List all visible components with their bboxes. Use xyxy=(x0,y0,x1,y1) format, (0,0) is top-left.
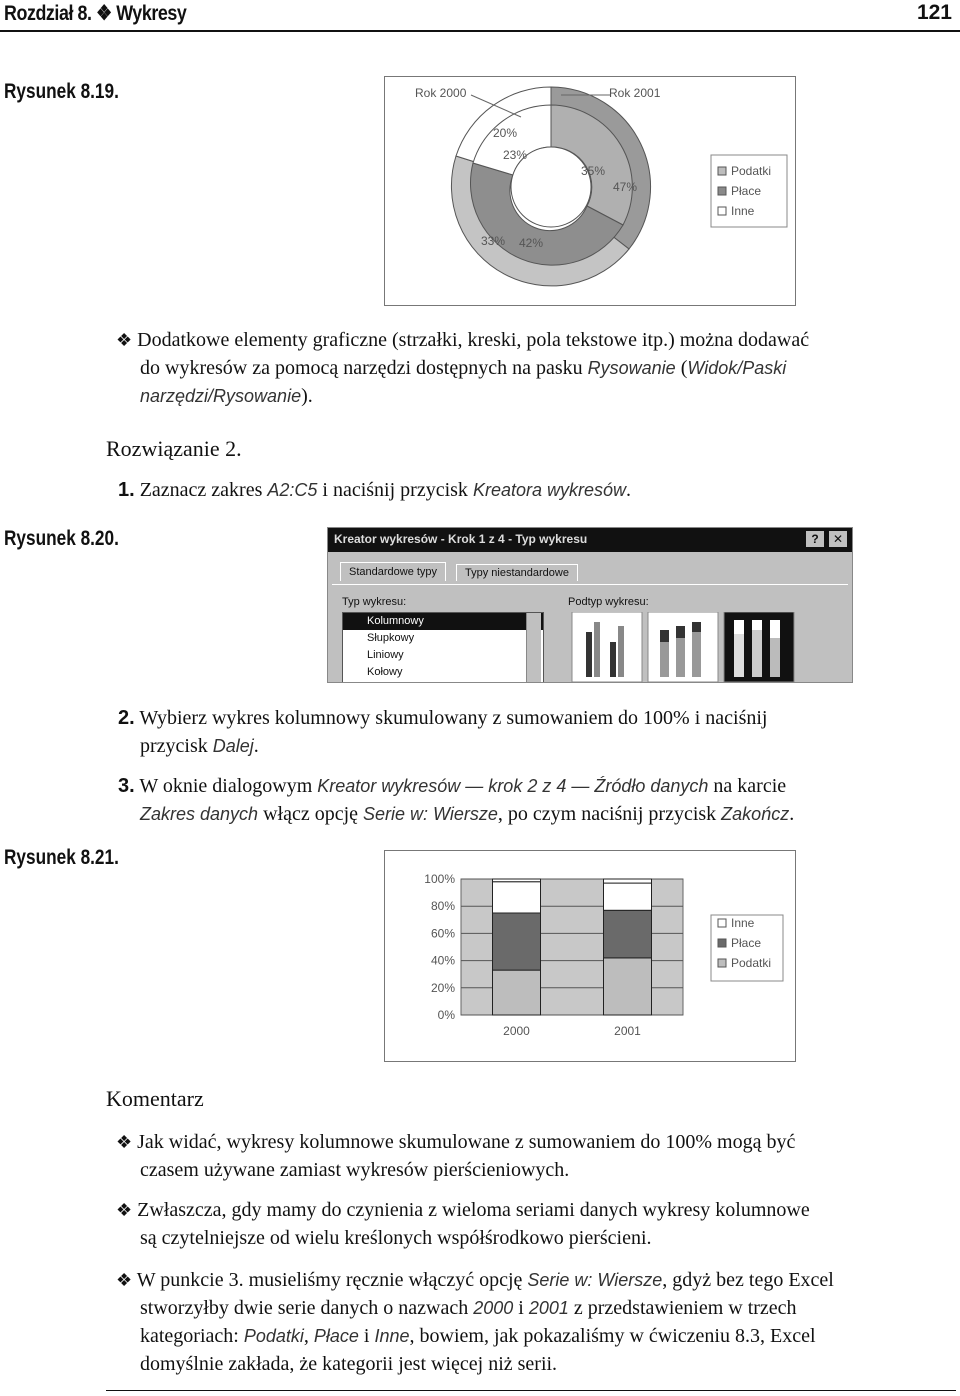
bullet-graphic-elements xyxy=(116,326,956,410)
bullet-icon: ❖ xyxy=(116,1270,133,1290)
header-rule xyxy=(0,30,960,32)
category-ref: Podatki xyxy=(243,1326,304,1346)
bullet-icon: ❖ xyxy=(116,1132,133,1152)
dialog-ref: Kreator wykresów — krok 2 z 4 — Źródło danych xyxy=(317,776,709,796)
text: Zaznacz zakres xyxy=(134,479,268,501)
y-tick-label: 20% xyxy=(430,980,455,995)
donut-data-label-20: 20% xyxy=(493,126,518,140)
page-number: 121 xyxy=(916,1,952,24)
bar-segment-płace xyxy=(493,913,541,970)
text: czasem używane zamiast wykresów pierścieniowych. xyxy=(140,1159,570,1181)
bar-segment-podatki xyxy=(604,958,652,1015)
chart-type-list[interactable] xyxy=(342,612,544,683)
donut-data-label-23: 23% xyxy=(503,148,528,162)
comment-heading: Komentarz xyxy=(106,1086,204,1111)
text: włącz opcję xyxy=(258,803,364,825)
text: , bowiem, jak pokazaliśmy w ćwiczeniu 8.3, Excel xyxy=(409,1325,816,1347)
tab-ref: Zakres danych xyxy=(140,804,259,824)
list-item-kolowy[interactable]: Kołowy xyxy=(367,666,403,678)
text: Dodatkowe elementy graficzne (strzałki, kreski, pola tekstowe itp.) można dodawać xyxy=(137,329,810,351)
comment-bullet-3 xyxy=(116,1266,956,1378)
step-2 xyxy=(118,704,958,760)
bar-segment-top xyxy=(493,879,541,882)
legend-swatch xyxy=(718,919,726,927)
category-ref: Płace xyxy=(313,1326,359,1346)
comment-bullet-1 xyxy=(116,1128,956,1184)
bar-segment-inne xyxy=(604,883,652,910)
button-ref: Zakończ xyxy=(721,804,790,824)
bullet-icon: ❖ xyxy=(116,330,133,350)
figure-label-8-20: Rysunek 8.20. xyxy=(4,527,119,550)
legend-label-inne: Inne xyxy=(731,204,755,218)
stacked-column-chart-svg xyxy=(385,851,795,1061)
text: ). xyxy=(301,385,313,407)
text: kategoriach: xyxy=(140,1325,244,1347)
text: są czytelniejsze od wielu kreślonych współśrodkowo pierścieni. xyxy=(140,1227,652,1249)
tab-standard-types[interactable]: Standardowe typy xyxy=(340,562,446,581)
dialog-titlebar xyxy=(328,528,852,552)
list-item-kolumnowy[interactable]: Kolumnowy xyxy=(343,613,543,630)
step-number: 1. xyxy=(118,479,135,501)
bar-segment-podatki xyxy=(493,970,541,1015)
text: i xyxy=(513,1297,529,1319)
legend-swatch-podatki xyxy=(718,167,726,175)
donut-label-rok-2001: Rok 2001 xyxy=(609,86,661,100)
menu-ref: narzędzi/Rysowanie xyxy=(140,386,302,406)
y-tick-label: 60% xyxy=(430,926,455,941)
category-ref: Inne xyxy=(374,1326,410,1346)
y-tick-label: 100% xyxy=(424,872,455,886)
legend-label: Podatki xyxy=(731,956,772,970)
bar-segment-inne xyxy=(493,882,541,913)
x-tick-label: 2001 xyxy=(614,1024,641,1038)
range-ref: A2:C5 xyxy=(267,480,318,500)
stacked-column-chart-figure xyxy=(384,850,796,1062)
menu-ref: Widok/Paski xyxy=(687,358,787,378)
y-tick-label: 80% xyxy=(430,899,455,914)
button-ref: Kreatora wykresów xyxy=(472,480,626,500)
y-tick-label: 40% xyxy=(430,953,455,968)
bar-segment-płace xyxy=(604,910,652,958)
subtype-thumbnails[interactable] xyxy=(568,612,798,682)
x-tick-label: 2000 xyxy=(503,1024,530,1038)
button-ref: Dalej xyxy=(212,736,254,756)
text: i xyxy=(358,1325,375,1347)
legend-label-place: Płace xyxy=(731,184,762,198)
list-scrollbar[interactable] xyxy=(526,613,541,683)
donut-chart-svg xyxy=(385,77,795,305)
comment-bullet-2 xyxy=(116,1196,956,1252)
donut-data-label-33: 33% xyxy=(481,234,506,248)
help-button[interactable]: ? xyxy=(806,531,824,547)
text: , po czym naciśnij przycisk xyxy=(497,803,722,825)
text: . xyxy=(789,803,795,825)
solution-heading: Rozwiązanie 2. xyxy=(106,436,242,461)
chart-subtype-label: Podtyp wykresu: xyxy=(568,596,649,608)
tab-divider xyxy=(332,584,848,585)
text: Jak widać, wykresy kolumnowe skumulowane z sumowaniem do 100% mogą być xyxy=(137,1131,796,1153)
option-ref: Serie w: Wiersze xyxy=(363,804,498,824)
figure-label-8-19: Rysunek 8.19. xyxy=(4,80,119,103)
text: przycisk xyxy=(140,735,213,757)
donut-chart-figure xyxy=(384,76,796,306)
legend-label: Inne xyxy=(731,916,755,930)
text: domyślnie zakłada, że kategorii jest więcej niż serii. xyxy=(140,1353,558,1375)
figure-label-8-21: Rysunek 8.21. xyxy=(4,846,119,869)
step-number: 3. xyxy=(118,775,135,797)
list-item-liniowy[interactable]: Liniowy xyxy=(367,649,404,661)
text: stworzyłby dwie serie danych o nazwach xyxy=(140,1297,474,1319)
legend-label-podatki: Podatki xyxy=(731,164,772,178)
step-3 xyxy=(118,772,958,828)
text: Zwłaszcza, gdy mamy do czynienia z wieloma seriami danych wykresy kolumnowe xyxy=(137,1199,810,1221)
text: W oknie dialogowym xyxy=(134,775,318,797)
bar-segment-top xyxy=(604,879,652,883)
page-header xyxy=(0,0,960,30)
legend-label: Płace xyxy=(731,936,762,950)
donut-data-label-35: 35% xyxy=(581,164,606,178)
text: , xyxy=(303,1325,314,1347)
text: . xyxy=(253,735,259,757)
step-1 xyxy=(118,476,958,504)
legend-swatch-place xyxy=(718,187,726,195)
donut-data-label-42: 42% xyxy=(519,236,544,250)
tab-custom-types[interactable]: Typy niestandardowe xyxy=(456,564,578,581)
option-ref: Serie w: Wiersze xyxy=(527,1270,663,1290)
series-ref: 2001 xyxy=(528,1298,569,1318)
text: ( xyxy=(675,357,688,379)
chapter-title: Rozdział 8. ❖ Wykresy xyxy=(4,2,187,25)
footer-rule xyxy=(106,1390,956,1391)
y-tick-label: 0% xyxy=(437,1008,455,1022)
bullet-icon: ❖ xyxy=(116,1200,133,1220)
list-item-slupkowy[interactable]: Słupkowy xyxy=(367,632,415,644)
text: na karcie xyxy=(708,775,787,797)
text: z przedstawieniem w trzech xyxy=(568,1297,797,1319)
legend-swatch xyxy=(718,959,726,967)
text: i naciśnij przycisk xyxy=(317,479,473,501)
step-number: 2. xyxy=(118,707,135,729)
text: do wykresów za pomocą narzędzi dostępnych na pasku xyxy=(140,357,588,379)
text: Wybierz wykres kolumnowy skumulowany z sumowaniem do 100% i naciśnij xyxy=(134,707,768,729)
legend-swatch xyxy=(718,939,726,947)
menu-ref: Rysowanie xyxy=(587,358,676,378)
close-button[interactable]: ✕ xyxy=(829,531,847,547)
donut-label-rok-2000: Rok 2000 xyxy=(415,86,467,100)
chart-wizard-dialog xyxy=(327,527,853,683)
text: W punkcie 3. musieliśmy ręcznie włączyć opcję xyxy=(136,1269,528,1291)
series-ref: 2000 xyxy=(473,1298,514,1318)
text: . xyxy=(626,479,631,501)
donut-data-label-47: 47% xyxy=(613,180,638,194)
legend-swatch-inne xyxy=(718,207,726,215)
dialog-title: Kreator wykresów - Krok 1 z 4 - Typ wykresu xyxy=(334,532,588,546)
text: , gdyż bez tego Excel xyxy=(662,1269,834,1291)
chart-type-label: Typ wykresu: xyxy=(342,596,407,608)
